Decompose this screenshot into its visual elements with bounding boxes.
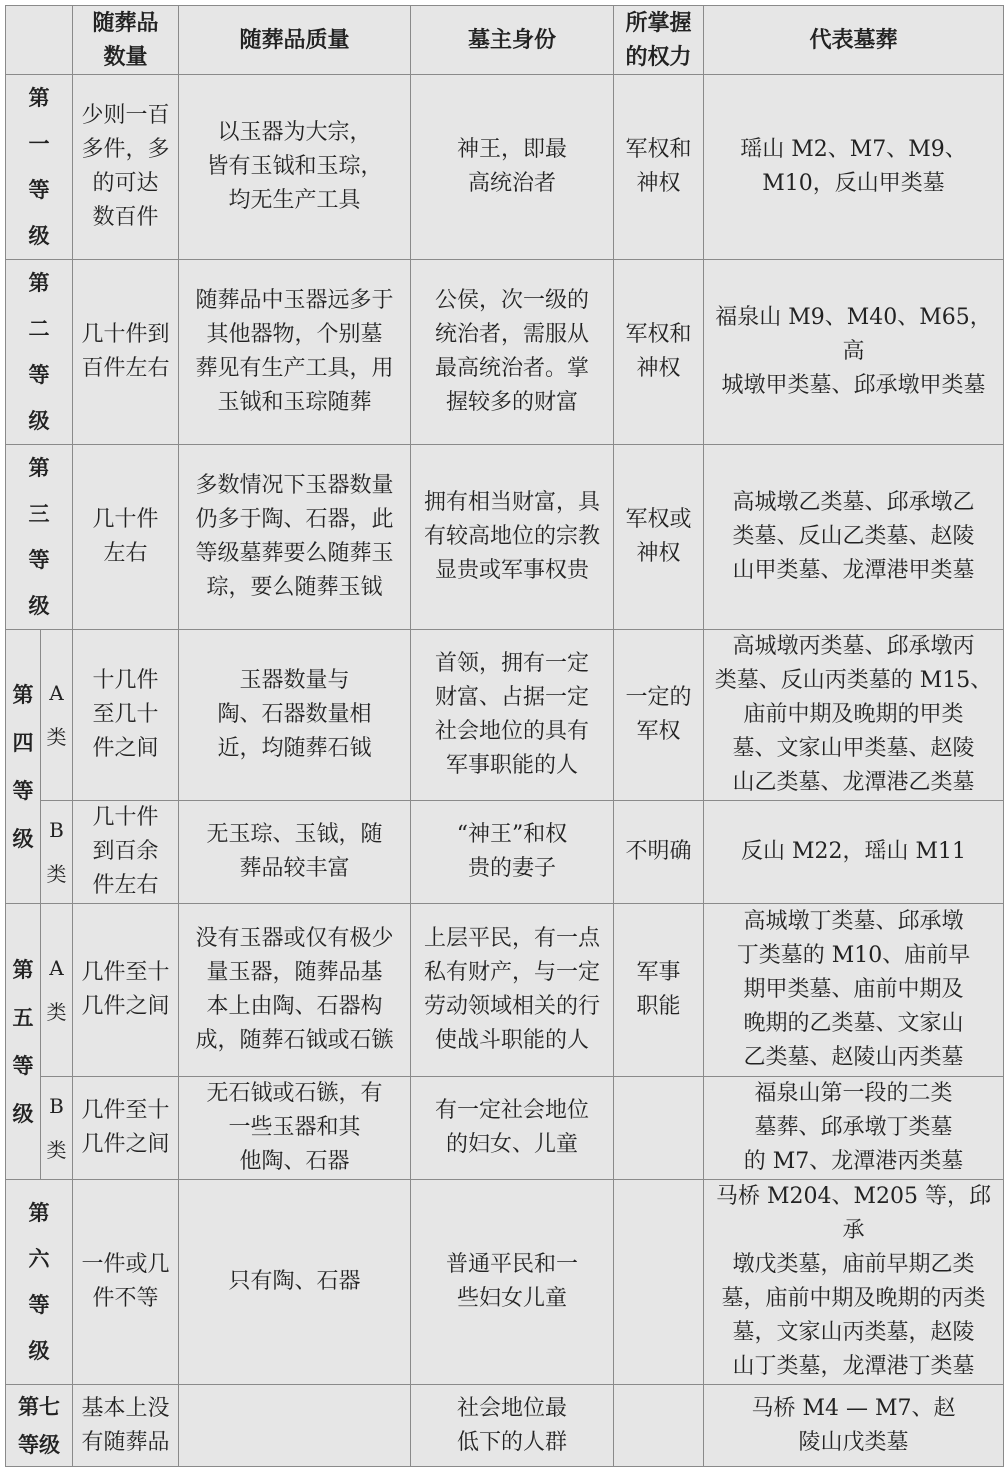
tombs-cell: 瑶山 M2、M7、M9、 M10，反山甲类墓 xyxy=(704,75,1004,260)
tombs-cell: 高城墩乙类墓、邱承墩乙 类墓、反山乙类墓、赵陵 山甲类墓、龙潭港甲类墓 xyxy=(704,445,1004,630)
table-row xyxy=(6,75,1004,260)
owner-cell: 社会地位最 低下的人群 xyxy=(411,1385,614,1467)
quality-cell: 只有陶、石器 xyxy=(179,1180,411,1385)
power-cell: 不明确 xyxy=(614,801,704,904)
tombs-cell: 反山 M22，瑶山 M11 xyxy=(704,801,1004,904)
owner-cell: 拥有相当财富，具 有较高地位的宗教 显贵或军事权贵 xyxy=(411,445,614,630)
quality-cell: 以玉器为大宗， 皆有玉钺和玉琮， 均无生产工具 xyxy=(179,75,411,260)
owner-cell: 普通平民和一 些妇女儿童 xyxy=(411,1180,614,1385)
quality-cell: 无石钺或石镞，有 一些玉器和其 他陶、石器 xyxy=(179,1077,411,1180)
tombs-cell: 福泉山第一段的二类 墓葬、邱承墩丁类墓 的 M7、龙潭港丙类墓 xyxy=(704,1077,1004,1180)
quantity-cell: 几件至十 几件之间 xyxy=(73,1077,179,1180)
header-quality: 随葬品质量 xyxy=(179,6,411,75)
power-cell: 军事 职能 xyxy=(614,904,704,1077)
owner-cell: 神王，即最 高统治者 xyxy=(411,75,614,260)
power-cell xyxy=(614,1180,704,1385)
subclass-cell: B 类 xyxy=(41,801,73,904)
tombs-cell: 马桥 M4 — M7、赵 陵山戊类墓 xyxy=(704,1385,1004,1467)
power-cell: 军权和 神权 xyxy=(614,75,704,260)
grade-cell: 第七 等级 xyxy=(6,1385,73,1467)
table-row xyxy=(6,260,1004,445)
grade-cell: 第 二 等 级 xyxy=(6,260,73,445)
quality-cell: 无玉琮、玉钺，随 葬品较丰富 xyxy=(179,801,411,904)
quality-cell: 随葬品中玉器远多于 其他器物，个别墓 葬见有生产工具，用 玉钺和玉琮随葬 xyxy=(179,260,411,445)
tombs-cell: 高城墩丁类墓、邱承墩 丁类墓的 M10、庙前早 期甲类墓、庙前中期及 晚期的乙类墓、文家山 乙类墓、赵陵山丙类墓 xyxy=(704,904,1004,1077)
power-cell xyxy=(614,1385,704,1467)
owner-cell: 公侯，次一级的 统治者，需服从 最高统治者。掌 握较多的财富 xyxy=(411,260,614,445)
table-row xyxy=(6,630,1004,801)
header-power: 所掌握 的权力 xyxy=(614,6,704,75)
tomb-ranking-table xyxy=(5,5,1004,1467)
table-row xyxy=(6,1180,1004,1385)
tombs-cell: 马桥 M204、M205 等，邱承 墩戊类墓，庙前早期乙类 墓，庙前中期及晚期的丙类 墓，文家山丙类墓，赵陵 山丁类墓，龙潭港丁类墓 xyxy=(704,1180,1004,1385)
subclass-cell: A 类 xyxy=(41,904,73,1077)
quality-cell: 多数情况下玉器数量 仍多于陶、石器，此 等级墓葬要么随葬玉 琮，要么随葬玉钺 xyxy=(179,445,411,630)
header-tombs: 代表墓葬 xyxy=(704,6,1004,75)
power-cell: 军权和 神权 xyxy=(614,260,704,445)
quantity-cell: 几件至十 几件之间 xyxy=(73,904,179,1077)
quality-cell: 没有玉器或仅有极少 量玉器，随葬品基 本上由陶、石器构 成，随葬石钺或石镞 xyxy=(179,904,411,1077)
owner-cell: “神王”和权 贵的妻子 xyxy=(411,801,614,904)
quantity-cell: 一件或几 件不等 xyxy=(73,1180,179,1385)
table-row xyxy=(6,1385,1004,1467)
quantity-cell: 几十件到 百件左右 xyxy=(73,260,179,445)
quality-cell: 玉器数量与 陶、石器数量相 近，均随葬石钺 xyxy=(179,630,411,801)
quantity-cell: 少则一百 多件，多 的可达 数百件 xyxy=(73,75,179,260)
power-cell: 军权或 神权 xyxy=(614,445,704,630)
quantity-cell: 基本上没 有随葬品 xyxy=(73,1385,179,1467)
quantity-cell: 十几件 至几十 件之间 xyxy=(73,630,179,801)
quantity-cell: 几十件 到百余 件左右 xyxy=(73,801,179,904)
grade-cell: 第 六 等 级 xyxy=(6,1180,73,1385)
table-row xyxy=(6,801,1004,904)
quality-cell xyxy=(179,1385,411,1467)
owner-cell: 上层平民，有一点 私有财产，与一定 劳动领域相关的行 使战斗职能的人 xyxy=(411,904,614,1077)
power-cell xyxy=(614,1077,704,1180)
subclass-cell: A 类 xyxy=(41,630,73,801)
table-row xyxy=(6,445,1004,630)
grade-cell: 第 一 等 级 xyxy=(6,75,73,260)
header-owner: 墓主身份 xyxy=(411,6,614,75)
header-quantity: 随葬品 数量 xyxy=(73,6,179,75)
table-row xyxy=(6,904,1004,1077)
owner-cell: 有一定社会地位 的妇女、儿童 xyxy=(411,1077,614,1180)
grade-cell: 第 五 等 级 xyxy=(6,904,41,1180)
grade-cell: 第 三 等 级 xyxy=(6,445,73,630)
tombs-cell: 高城墩丙类墓、邱承墩丙 类墓、反山丙类墓的 M15、 庙前中期及晚期的甲类 墓、文家山甲类墓、赵陵 山乙类墓、龙潭港乙类墓 xyxy=(704,630,1004,801)
grade-cell: 第 四 等 级 xyxy=(6,630,41,904)
tombs-cell: 福泉山 M9、M40、M65，高 城墩甲类墓、邱承墩甲类墓 xyxy=(704,260,1004,445)
quantity-cell: 几十件 左右 xyxy=(73,445,179,630)
owner-cell: 首领，拥有一定 财富、占据一定 社会地位的具有 军事职能的人 xyxy=(411,630,614,801)
table-row xyxy=(6,1077,1004,1180)
subclass-cell: B 类 xyxy=(41,1077,73,1180)
power-cell: 一定的 军权 xyxy=(614,630,704,801)
header-grade xyxy=(6,6,73,75)
header-row xyxy=(6,6,1004,75)
